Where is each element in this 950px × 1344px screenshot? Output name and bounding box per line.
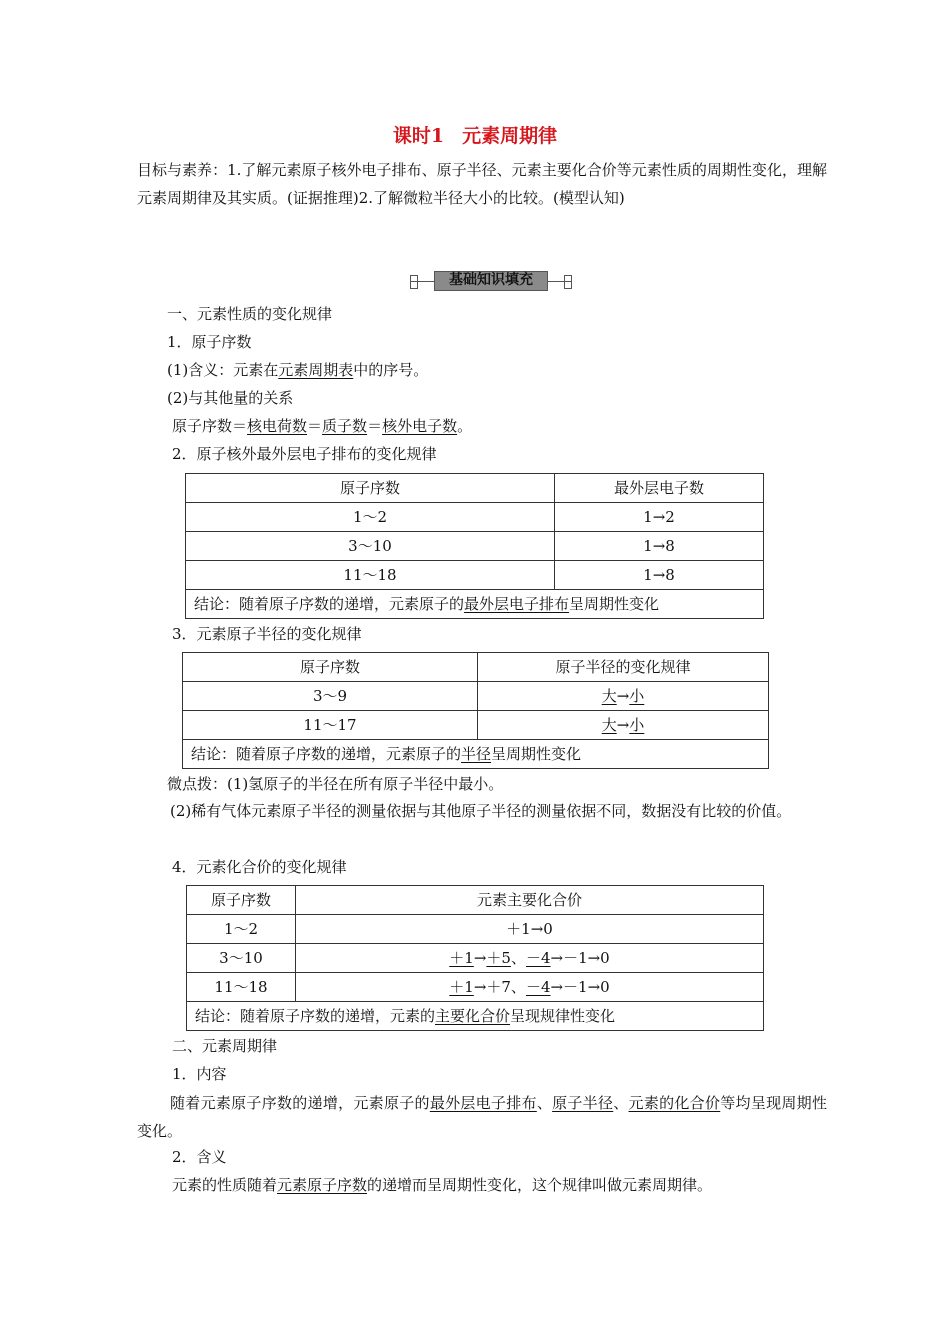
s3-heading: 3．元素原子半径的变化规律: [172, 625, 362, 643]
s1-line3: 原子序数＝核电荷数＝质子数＝核外电子数。: [172, 417, 473, 435]
table-row: 11～18 1→8: [186, 561, 764, 590]
s1-line2: (2)与其他量的关系: [167, 389, 294, 407]
table-row: 3～10 1→8: [186, 532, 764, 561]
s1-heading: 1．原子序数: [167, 333, 252, 351]
table-row: 3～9 大→小: [183, 682, 769, 711]
atomic-radius-table: [182, 652, 769, 769]
badge-text: 基础知识填充: [449, 272, 533, 288]
answer-underline: 核电荷数: [247, 417, 308, 435]
part2-meaning-heading: 2．含义: [172, 1148, 227, 1166]
s1-line1: (1)含义：元素在元素周期表中的序号。: [167, 361, 429, 379]
table-header: 元素主要化合价: [296, 886, 764, 915]
table-conclusion: 结论：随着原子序数的递增，元素的主要化合价呈现规律性变化: [187, 1002, 764, 1031]
tip-2: (2)稀有气体元素原子半径的测量依据与其他原子半径的测量依据不同，数据没有比较的价值。: [170, 802, 792, 820]
table-row: 1～2 1→2: [186, 503, 764, 532]
answer-underline: 核外电子数: [382, 417, 458, 435]
table-conclusion: 结论：随着原子序数的递增，元素原子的半径呈周期性变化: [183, 740, 769, 769]
part2-heading: 二、元素周期律: [172, 1037, 278, 1055]
part1-heading: 一、元素性质的变化规律: [167, 305, 333, 323]
s4-heading: 4．元素化合价的变化规律: [172, 858, 347, 876]
answer-underline: 质子数: [322, 417, 368, 435]
learning-objectives: 目标与素养：1.了解元素原子核外电子排布、原子半径、元素主要化合价等元素性质的周期性变化，理解元素周期律及其实质。(证据推理)2.了解微粒半径大小的比较。(模型认知): [137, 161, 827, 207]
tip-1: 微点拨：(1)氢原子的半径在所有原子半径中最小。: [167, 775, 504, 793]
table-header: 原子序数: [186, 474, 555, 503]
table-row: 11～17 大→小: [183, 711, 769, 740]
table-row: 11～18 ＋1→＋7、－4→－1→0: [187, 973, 764, 1002]
table-header: 原子序数: [187, 886, 296, 915]
badge-end-right: [564, 275, 572, 289]
s2-heading: 2．原子核外最外层电子排布的变化规律: [172, 445, 437, 463]
table-header: 原子半径的变化规律: [478, 653, 769, 682]
page-title: [0, 124, 950, 148]
part2-content-heading: 1．内容: [172, 1065, 227, 1083]
part2-content-paragraph: 随着元素原子序数的递增，元素原子的最外层电子排布、原子半径、元素的化合价等均呈现周期性变化。: [137, 1094, 827, 1140]
part2-meaning-paragraph: 元素的性质随着元素原子序数的递增而呈周期性变化，这个规律叫做元素周期律。: [172, 1176, 713, 1194]
answer-underline: 元素周期表: [278, 361, 354, 379]
table-conclusion: 结论：随着原子序数的递增，元素原子的最外层电子排布呈周期性变化: [186, 590, 764, 619]
outer-electron-table: [185, 473, 764, 619]
table-header: 最外层电子数: [555, 474, 764, 503]
badge-end-left: [410, 275, 418, 289]
lesson-number: 课时1: [392, 125, 445, 147]
table-row: 1～2 ＋1→0: [187, 915, 764, 944]
table-row: 3～10 ＋1→＋5、－4→－1→0: [187, 944, 764, 973]
lesson-topic: 元素周期律: [462, 125, 558, 147]
section-badge: [410, 271, 574, 293]
valence-table: [186, 885, 764, 1031]
table-header: 原子序数: [183, 653, 478, 682]
